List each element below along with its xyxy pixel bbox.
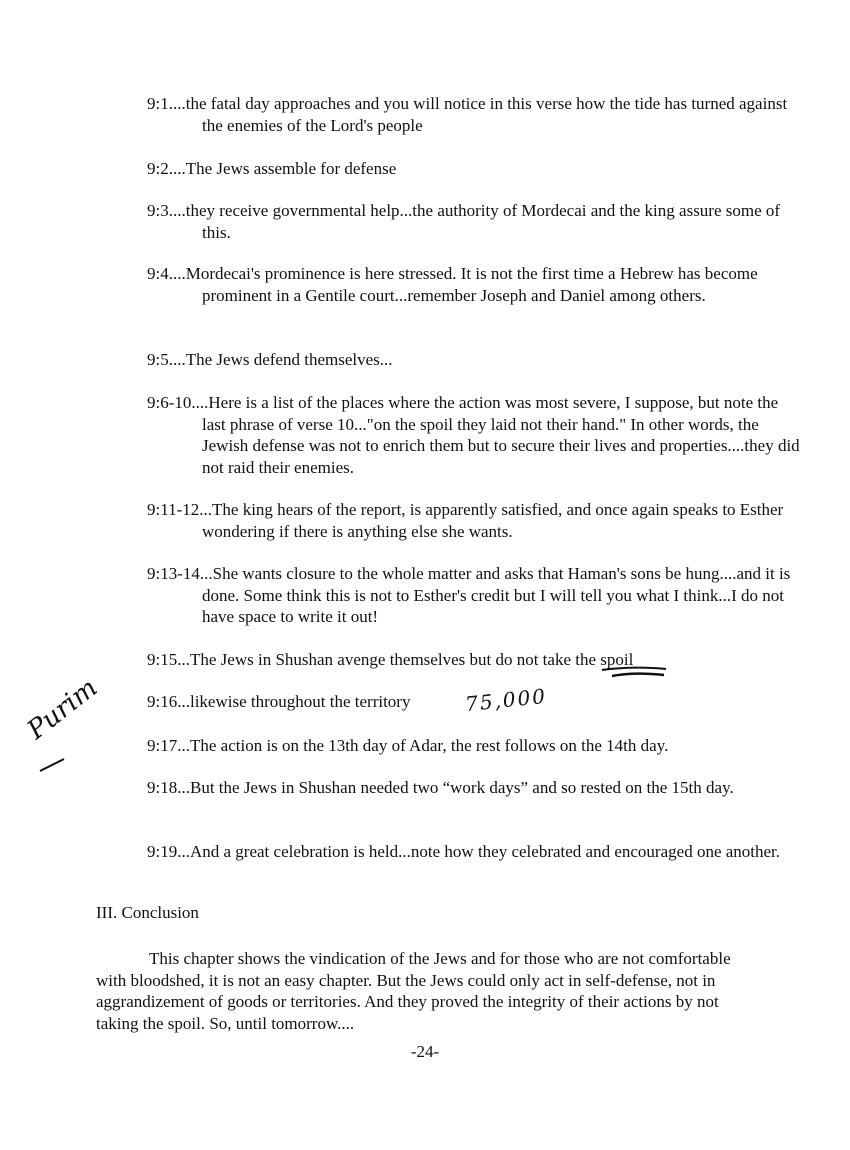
handwritten-number: 75,000 xyxy=(463,683,549,717)
verse-text: She wants closure to the whole matter and asks that Haman's sons be hung....and it is done. Some think this is not to Esther's credit but I will tell you what I think...I do not have space to write it out! xyxy=(202,564,791,626)
verse-9-11-12 xyxy=(147,499,802,542)
verse-ref: 9:2.... xyxy=(147,159,186,178)
verse-text: The action is on the 13th day of Adar, the rest follows on the 14th day. xyxy=(189,736,669,755)
verse-text: they receive governmental help...the authority of Mordecai and the king assure some of this. xyxy=(185,201,781,242)
verse-text: The Jews defend themselves... xyxy=(185,350,393,369)
verse-9-18 xyxy=(147,777,802,799)
verse-9-6-10 xyxy=(147,392,802,478)
verse-ref: 9:18... xyxy=(147,778,190,797)
verse-9-3 xyxy=(147,200,802,243)
handwritten-margin-note: Purim xyxy=(22,672,104,746)
verse-9-2 xyxy=(147,158,802,180)
verse-text: likewise throughout the territory xyxy=(189,692,411,711)
verse-ref: 9:19... xyxy=(147,842,190,861)
verse-text: Mordecai's prominence is here stressed. It is not the first time a Hebrew has become prominent in a Gentile court...remember Joseph and Daniel among others. xyxy=(185,264,758,305)
verse-text: The Jews in Shushan avenge themselves but do not take the spoil xyxy=(189,650,634,669)
verse-9-13-14 xyxy=(147,563,802,628)
verse-text: And a great celebration is held...note how they celebrated and encouraged one another. xyxy=(189,842,781,861)
verse-text: But the Jews in Shushan needed two “work days” and so rested on the 15th day. xyxy=(189,778,734,797)
verse-9-17 xyxy=(147,735,802,757)
verse-ref: 9:1.... xyxy=(147,94,186,113)
verse-ref: 9:13-14... xyxy=(147,564,213,583)
handwritten-underline xyxy=(598,664,673,682)
page-number: -24- xyxy=(410,1042,440,1061)
conclusion-paragraph: This chapter shows the vindication of the Jews and for those who are not comfortable with bloodshed, it is not an easy chapter. But the Jews could only act in self-defense, not in aggrandizement of goods or territories. And they proved the integrity of their actions by not taking the spoil. So, until tomorrow.... xyxy=(96,949,731,1033)
verse-ref: 9:6-10.... xyxy=(147,393,209,412)
verse-ref: 9:4.... xyxy=(147,264,186,283)
verse-ref: 9:16... xyxy=(147,692,190,711)
verse-9-5 xyxy=(147,349,802,371)
verse-9-19 xyxy=(147,841,802,863)
verse-9-15 xyxy=(147,649,802,671)
verse-ref: 9:5.... xyxy=(147,350,186,369)
verse-ref: 9:17... xyxy=(147,736,190,755)
verse-ref: 9:11-12... xyxy=(147,500,213,519)
verse-text: The king hears of the report, is apparently satisfied, and once again speaks to Esther wondering if there is anything else she wants. xyxy=(202,500,784,541)
verse-ref: 9:15... xyxy=(147,650,190,669)
verse-text: Here is a list of the places where the action was most severe, I suppose, but note the last phrase of verse 10..."on the spoil they laid not their hand." In other words, the Jewish defense was not to enrich them but to secure their lives and properties....they did not raid their enemies. xyxy=(202,393,800,477)
verse-text: the fatal day approaches and you will notice in this verse how the tide has turned against the enemies of the Lord's people xyxy=(185,94,788,135)
verse-text: The Jews assemble for defense xyxy=(185,159,397,178)
handwritten-margin-stroke xyxy=(38,755,68,775)
verse-9-4 xyxy=(147,263,802,306)
verse-ref: 9:3.... xyxy=(147,201,186,220)
section-heading: III. Conclusion xyxy=(96,903,199,922)
verse-9-1 xyxy=(147,93,802,136)
